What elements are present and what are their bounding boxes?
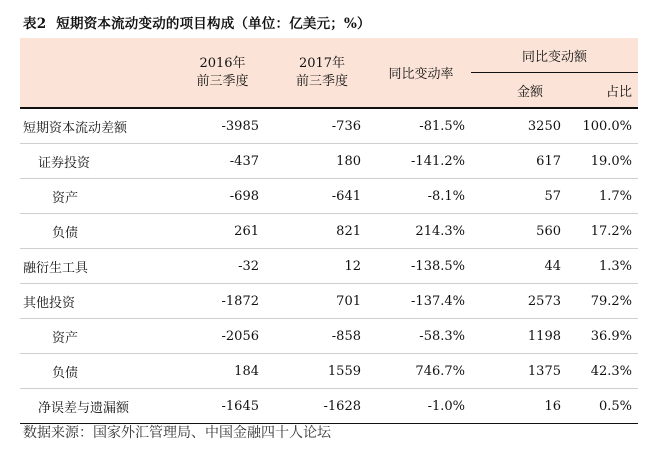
cell-rate: -81.5% (371, 108, 471, 144)
cell-rate: -141.2% (371, 144, 471, 179)
cell-share: 1.7% (565, 179, 638, 214)
cell-amount: 1375 (471, 354, 565, 389)
header-change-group: 同比变动额 (471, 38, 638, 73)
cell-2016: -1872 (172, 284, 273, 319)
table-body (20, 108, 638, 424)
capital-flow-table (20, 38, 638, 424)
header-2016-line2: 前三季度 (196, 73, 249, 89)
header-2016-line1: 2016年 (199, 55, 246, 71)
table-header (20, 38, 638, 108)
table-row (20, 389, 638, 424)
cell-share: 0.5% (565, 389, 638, 424)
row-label: 负债 (20, 214, 172, 249)
header-2017-line1: 2017年 (298, 55, 346, 71)
table-row (20, 319, 638, 354)
cell-2016: 184 (172, 354, 273, 389)
cell-amount: 57 (471, 179, 565, 214)
cell-share: 100.0% (565, 108, 638, 144)
header-2017-line2: 前三季度 (295, 73, 348, 89)
cell-2016: -2056 (172, 319, 273, 354)
cell-share: 19.0% (565, 144, 638, 179)
cell-amount: 16 (471, 389, 565, 424)
cell-rate: -1.0% (371, 389, 471, 424)
row-label: 净误差与遗漏额 (20, 389, 172, 424)
row-label: 短期资本流动差额 (20, 108, 172, 144)
row-label: 证券投资 (20, 144, 172, 179)
cell-rate: -8.1% (371, 179, 471, 214)
header-2016 (172, 38, 273, 108)
table-title (23, 12, 371, 32)
row-label: 资产 (20, 319, 172, 354)
header-share: 占比 (565, 73, 638, 109)
cell-2017: -1628 (273, 389, 371, 424)
data-source-note: 数据来源：国家外汇管理局、中国金融四十人论坛 (23, 425, 331, 441)
cell-amount: 1198 (471, 319, 565, 354)
cell-amount: 560 (471, 214, 565, 249)
table-row (20, 354, 638, 389)
cell-amount: 617 (471, 144, 565, 179)
cell-2017: -641 (273, 179, 371, 214)
row-label: 资产 (20, 179, 172, 214)
cell-share: 42.3% (565, 354, 638, 389)
cell-share: 36.9% (565, 319, 638, 354)
table-row (20, 284, 638, 319)
cell-2016: 261 (172, 214, 273, 249)
cell-2016: -32 (172, 249, 273, 284)
cell-2016: -1645 (172, 389, 273, 424)
cell-share: 17.2% (565, 214, 638, 249)
cell-rate: 746.7% (371, 354, 471, 389)
table-number: 表2 (23, 16, 47, 32)
cell-amount: 44 (471, 249, 565, 284)
cell-2017: 821 (273, 214, 371, 249)
cell-2017: -858 (273, 319, 371, 354)
table-row (20, 108, 638, 144)
table-row (20, 249, 638, 284)
cell-rate: -137.4% (371, 284, 471, 319)
cell-2017: 12 (273, 249, 371, 284)
row-label: 其他投资 (20, 284, 172, 319)
table-row (20, 214, 638, 249)
cell-2016: -437 (172, 144, 273, 179)
header-blank (20, 38, 172, 108)
header-amount: 金额 (471, 73, 565, 109)
cell-2016: -698 (172, 179, 273, 214)
row-label: 融衍生工具 (20, 249, 172, 284)
table-title-text: 短期资本流动变动的项目构成（单位：亿美元；%） (56, 16, 371, 32)
header-rate: 同比变动率 (371, 38, 471, 108)
cell-share: 79.2% (565, 284, 638, 319)
cell-rate: -138.5% (371, 249, 471, 284)
header-2017 (273, 38, 371, 108)
row-label: 负债 (20, 354, 172, 389)
cell-amount: 2573 (471, 284, 565, 319)
cell-rate: 214.3% (371, 214, 471, 249)
cell-rate: -58.3% (371, 319, 471, 354)
cell-2017: -736 (273, 108, 371, 144)
cell-amount: 3250 (471, 108, 565, 144)
table-row (20, 144, 638, 179)
cell-2017: 1559 (273, 354, 371, 389)
cell-2016: -3985 (172, 108, 273, 144)
cell-share: 1.3% (565, 249, 638, 284)
cell-2017: 180 (273, 144, 371, 179)
cell-2017: 701 (273, 284, 371, 319)
table-row (20, 179, 638, 214)
